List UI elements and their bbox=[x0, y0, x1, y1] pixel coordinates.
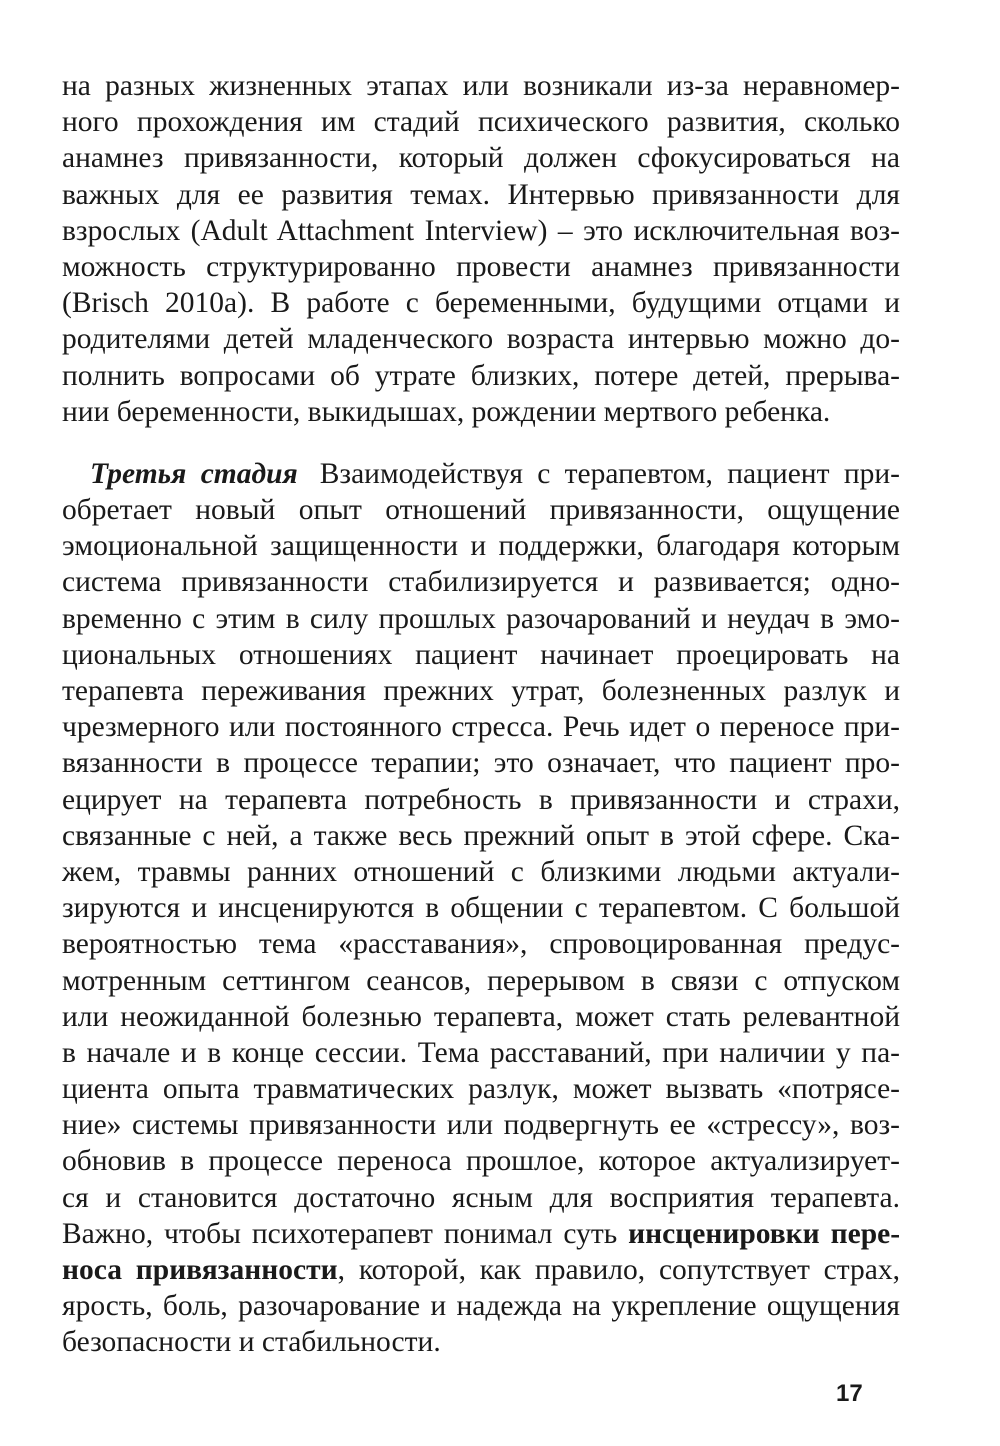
text-line: эмоциональной защищенности и поддержки, благодаря которым bbox=[62, 530, 900, 563]
text-line: ние» системы привязанности или подвергнуть ее «стрессу», воз- bbox=[62, 1109, 900, 1142]
text-line: в начале и в конце сессии. Тема расставаний, при наличии у па- bbox=[62, 1036, 900, 1069]
bold-term: носа привязанности bbox=[62, 1254, 338, 1286]
page-number: 17 bbox=[836, 1380, 863, 1407]
text-line: обретает новый опыт отношений привязанности, ощущение bbox=[62, 494, 900, 527]
text-line: безопасности и стабильности. bbox=[62, 1326, 441, 1359]
text-line: ного прохождения им стадий психического развития, сколько bbox=[62, 106, 900, 139]
paragraph-third-stage bbox=[62, 456, 900, 1361]
text-line: нии беременности, выкидышах, рождении мертвого ребенка. bbox=[62, 395, 831, 428]
text-line: временно с этим в силу прошлых разочарований и неудач в эмо- bbox=[62, 602, 900, 635]
text-line: важных для ее развития темах. Интервью привязанности для bbox=[62, 178, 900, 211]
text-fragment: , которой, как правило, сопутствует страх, bbox=[337, 1254, 900, 1286]
text-fragment: Взаимодействуя с терапевтом, пациент при- bbox=[319, 457, 900, 490]
text-line bbox=[62, 1216, 900, 1252]
text-line: ецирует на терапевта потребность в привязанности и страхи, bbox=[62, 783, 900, 816]
book-page-text bbox=[62, 68, 900, 1361]
stage-heading: Третья стадия bbox=[90, 457, 298, 490]
text-line: ся и становится достаточно ясным для восприятия терапевта. bbox=[62, 1181, 900, 1214]
text-line: ярость, боль, разочарование и надежда на укрепление ощущения bbox=[62, 1290, 900, 1323]
text-line: терапевта переживания прежних утрат, болезненных разлук и bbox=[62, 675, 900, 707]
text-line: связанные с ней, а также весь прежний опыт в этой сфере. Ска- bbox=[62, 819, 900, 852]
bold-term: инсценировки пере- bbox=[628, 1217, 901, 1250]
text-line: жем, травмы ранних отношений с близкими людьми актуали- bbox=[62, 855, 900, 888]
text-line: или неожиданной болезнью терапевта, может стать релевантной bbox=[62, 1000, 900, 1033]
text-line: мотренным сеттингом сеансов, перерывом в связи с отпуском bbox=[62, 964, 900, 997]
text-line: зируются и инсценируются в общении с терапевтом. С большой bbox=[62, 892, 900, 925]
paragraph-anamnesis bbox=[62, 68, 900, 430]
text-line: родителями детей младенческого возраста интервью можно до- bbox=[62, 323, 900, 356]
text-fragment: Важно, чтобы психотерапевт понимал суть bbox=[62, 1217, 618, 1250]
text-line: (Brisch 2010a). В работе с беременными, будущими отцами и bbox=[62, 287, 900, 320]
text-line: вязанности в процессе терапии; это означает, что пациент про- bbox=[62, 747, 900, 780]
text-line: анамнез привязанности, который должен сфокусироваться на bbox=[62, 142, 900, 175]
text-line: взрослых (Adult Attachment Interview) – это исключительная воз- bbox=[62, 214, 900, 247]
paragraph-gap bbox=[62, 430, 900, 456]
text-line: циента опыта травматических разлук, может вызвать «потрясе- bbox=[62, 1073, 900, 1106]
text-line: полнить вопросами об утрате близких, потере детей, прерыва- bbox=[62, 359, 900, 392]
text-line: на разных жизненных этапах или возникали из-за неравномер- bbox=[62, 70, 900, 102]
text-line: можность структурированно провести анамнез привязанности bbox=[62, 250, 900, 283]
text-line: циональных отношениях пациент начинает проецировать на bbox=[62, 638, 900, 671]
text-line: вероятностью тема «расставания», спровоцированная предус- bbox=[62, 928, 900, 961]
text-line: обновив в процессе переноса прошлое, которое актуализирует- bbox=[62, 1145, 900, 1178]
text-line: чрезмерного или постоянного стресса. Речь идет о переносе при- bbox=[62, 711, 900, 744]
text-line bbox=[62, 1252, 900, 1288]
text-line bbox=[62, 456, 900, 492]
text-line: система привязанности стабилизируется и развивается; одно- bbox=[62, 566, 900, 599]
